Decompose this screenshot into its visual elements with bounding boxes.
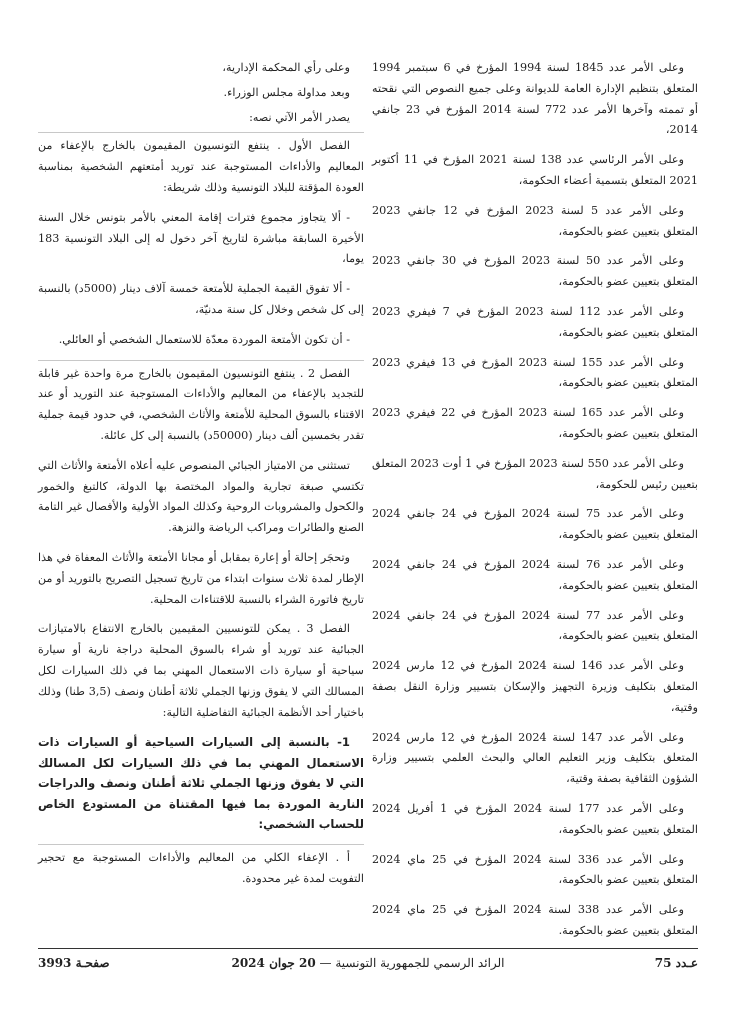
document-page (38, 58, 698, 937)
paragraph: وعلى الأمر عدد 76 لسنة 2024 المؤرخ في 24 جانفي 2024 المتعلق بتعيين عضو بالحكومة، (372, 557, 698, 592)
article-3: الفصل 3 . يمكن للتونسيين المقيمين بالخارج الانتفاع بالامتيازات الجبائية عند توريد أو شراء بالسوق المحلية دراجة نارية أو سيارة سياحية أو سيارة ذات الاستعمال المهني بما في ذلك السيارات لكل المسالك التي لا يفوق وزنها الجملي ثلاثة أطنان ونصف (3,5 طنا) وذلك باختيار أحد الأنظمة الجبائية التفاضلية التالية: (38, 622, 365, 719)
paragraph: وعلى الأمر عدد 1845 لسنة 1994 المؤرخ في 6 سبتمبر 1994 المتعلق بتنظيم الإدارة العامة للديوانة وعلى جميع النصوص التي نقحته أو تممته وآخرها الأمر عدد 772 لسنة 2014 المؤرخ في 23 جانفي 2014، (372, 61, 698, 137)
paragraph: وعلى الأمر عدد 177 لسنة 2024 المؤرخ في 1 أفريل 2024 المتعلق بتعيين عضو بالحكومة، (372, 801, 698, 836)
paragraph: وعلى الأمر عدد 112 لسنة 2023 المؤرخ في 7 فيفري 2023 المتعلق بتعيين عضو بالحكومة، (372, 304, 698, 339)
right-column (372, 58, 698, 951)
paragraph: وعلى الأمر عدد 550 لسنة 2023 المؤرخ في 1 أوت 2023 المتعلق بتعيين رئيس للحكومة، (372, 456, 698, 491)
paragraph: تستثنى من الامتياز الجبائي المنصوص عليه أعلاه الأمتعة والأثاث التي تكتسي صبغة تجارية والمواد المختصة بها الدولة، كالتبغ والخمور والكحول والمشروبات الروحية وكذلك المواد الأولية والأفصال غير التامة الصنع والطائرات ومراكب الرياضة والنزهة. (38, 458, 364, 535)
issue-number: عـدد 75 (654, 956, 698, 970)
condition-item: - ألا تفوق القيمة الجملية للأمتعة خمسة آلاف دينار (5000د) بالنسبة إلى كل شخص وخلال كل سنة مدنيّة، (38, 282, 364, 316)
issue-date: 20 جوان 2024 (231, 956, 316, 970)
page-footer (38, 956, 698, 976)
paragraph: وعلى الأمر عدد 338 لسنة 2024 المؤرخ في 25 ماي 2024 المتعلق بتعيين عضو بالحكومة. (372, 903, 698, 937)
condition-item: - ألا يتجاوز مجموع فترات إقامة المعني بالأمر بتونس خلال السنة الأخيرة السابقة مباشرة لتاريخ آخر دخول له إلى البلاد التونسية 183 يوما، (38, 210, 364, 266)
paragraph: وعلى الأمر عدد 165 لسنة 2023 المؤرخ في 22 فيفري 2023 المتعلق بتعيين عضو بالحكومة، (372, 406, 698, 440)
journal-name: الرائد الرسمي للجمهورية التونسية — (319, 956, 505, 970)
article-1: الفصل الأول . ينتفع التونسيون المقيمون بالخارج بالإعفاء من المعاليم والأداءات المستوجبة عند توريد أمتعتهم الشخصية بمناسبة العودة المؤقتة للبلاد التونسية وذلك شريطة: (38, 132, 364, 198)
paragraph: وعلى الأمر عدد 50 لسنة 2023 المؤرخ في 30 جانفي 2023 المتعلق بتعيين عضو بالحكومة، (372, 254, 698, 289)
paragraph: يصدر الأمر الآتي نصه: (249, 110, 350, 124)
paragraph: وتحجَر إحالة أو إعارة بمقابل أو مجانا الأمتعة والأثاث المعفاة في هذا الإطار لمدة ثلاث سنوات ابتداء من تاريخ تسجيل التصريح بالتوريد أو من تاريخ فاتورة الشراء بالنسبة للاقتناءات المحلية. (38, 550, 364, 606)
paragraph: وعلى رأي المحكمة الإدارية، (222, 61, 350, 74)
article-2: الفصل 2 . ينتفع التونسيون المقيمون بالخارج مرة واحدة غير قابلة للتجديد بالإعفاء من المعاليم والأداءات المستوجبة عند التوريد أو عند الاقتناء بالسوق المحلية للأمتعة والأثاث الشخصي، في حدود قيمة جملية تقدر بخمسين ألف دينار (50000د) بالنسبة إلى كل عائلة. (38, 360, 364, 447)
paragraph: وعلى الأمر عدد 336 لسنة 2024 المؤرخ في 25 ماي 2024 المتعلق بتعيين عضو بالحكومة، (372, 852, 698, 887)
paragraph: أ . الإعفاء الكلي من المعاليم والأداءات المستوجبة مع تحجير التفويت لمدة غير محدودة. (38, 844, 364, 890)
paragraph: وعلى الأمر الرئاسي عدد 138 لسنة 2021 المؤرخ في 11 أكتوبر 2021 المتعلق بتسمية أعضاء الحكومة، (372, 153, 698, 187)
left-column (38, 58, 364, 898)
page-number: صفحـة 3993 (38, 956, 110, 970)
paragraph: وعلى الأمر عدد 5 لسنة 2023 المؤرخ في 12 جانفي 2023 المتعلق بتعيين عضو بالحكومة، (372, 203, 698, 238)
bold-heading: 1- بالنسبة إلى السيارات السياحية أو السيارات ذات الاستعمال المهني بما في ذلك السيارات لكل المسالك التي لا يفوق وزنها الجملي ثلاثة أطنان ونصف والدراجات النارية الموردة بما فيها المقتناة من المستودع الخاص للحساب الشخصي: (38, 735, 364, 832)
footer-divider (38, 948, 698, 949)
paragraph: وبعد مداولة مجلس الوزراء. (223, 85, 350, 99)
condition-item: - أن تكون الأمتعة الموردة معدّة للاستعمال الشخصي أو العائلي. (58, 332, 350, 346)
paragraph: وعلى الأمر عدد 155 لسنة 2023 المؤرخ في 13 فيفري 2023 المتعلق بتعيين عضو بالحكومة، (372, 355, 698, 390)
paragraph: وعلى الأمر عدد 75 لسنة 2024 المؤرخ في 24 جانفي 2024 المتعلق بتعيين عضو بالحكومة، (372, 507, 698, 542)
paragraph: وعلى الأمر عدد 146 لسنة 2024 المؤرخ في 12 مارس 2024 المتعلق بتكليف وزيرة التجهيز والإسكان بتسيير وزارة النقل بصفة وقتية، (372, 659, 698, 714)
journal-title (38, 956, 698, 970)
paragraph: وعلى الأمر عدد 77 لسنة 2024 المؤرخ في 24 جانفي 2024 المتعلق بتعيين عضو بالحكومة، (372, 608, 698, 643)
paragraph: وعلى الأمر عدد 147 لسنة 2024 المؤرخ في 12 مارس 2024 المتعلق بتكليف وزير التعليم العالي والبحث العلمي بتسيير وزارة الشؤون الثقافية بصفة وقتية، (372, 730, 698, 786)
